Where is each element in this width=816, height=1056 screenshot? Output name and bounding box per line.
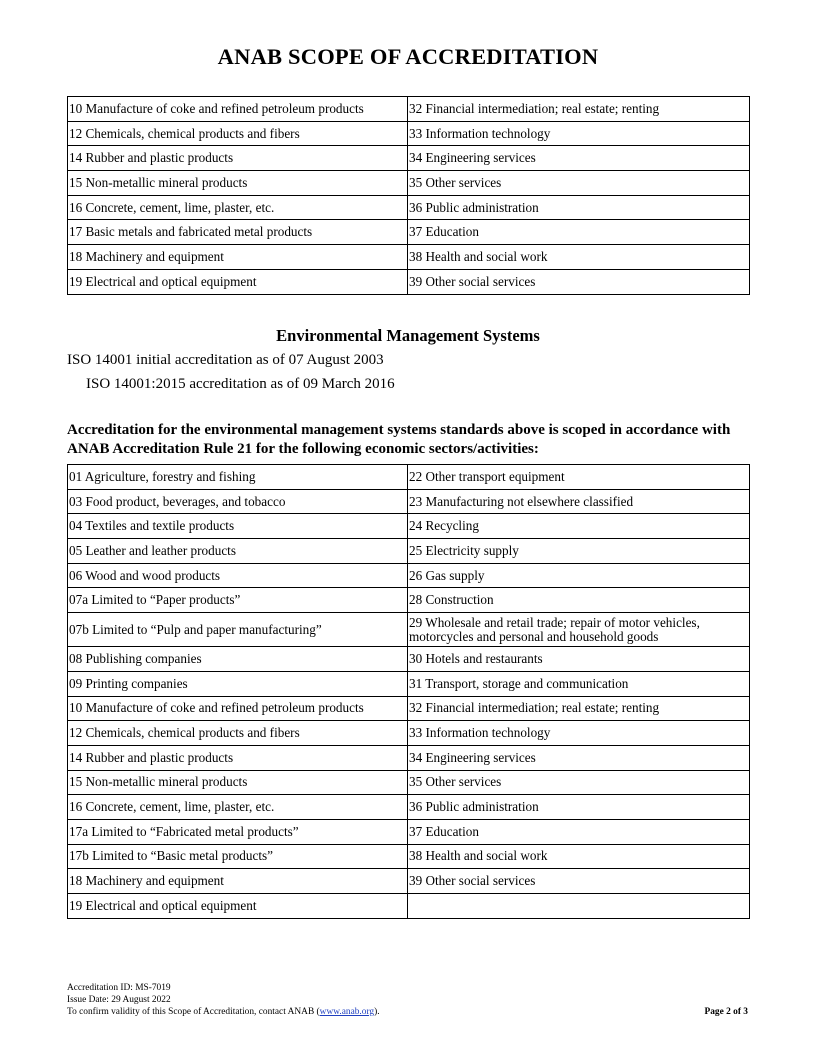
- table-cell: 29 Wholesale and retail trade; repair of motor vehicles, motorcycles and personal and household goods: [408, 613, 750, 647]
- table-row: [68, 220, 750, 245]
- table-cell: 12 Chemicals, chemical products and fibers: [68, 121, 408, 146]
- table-row: [68, 894, 750, 919]
- table-cell: 12 Chemicals, chemical products and fibers: [68, 721, 408, 746]
- table-row: [68, 195, 750, 220]
- table-cell: 10 Manufacture of coke and refined petroleum products: [68, 696, 408, 721]
- table-cell: 04 Textiles and textile products: [68, 514, 408, 539]
- table-cell: 16 Concrete, cement, lime, plaster, etc.: [68, 195, 408, 220]
- table-cell: 18 Machinery and equipment: [68, 245, 408, 270]
- table-cell: 14 Rubber and plastic products: [68, 745, 408, 770]
- table-cell: 03 Food product, beverages, and tobacco: [68, 489, 408, 514]
- qms-sectors-table: [67, 96, 750, 295]
- table-cell: 26 Gas supply: [408, 563, 750, 588]
- scope-note: Accreditation for the environmental management systems standards above is scoped in accordance with ANAB Accreditation Rule 21 for the following economic sectors/activities:: [67, 422, 731, 457]
- table-row: [68, 745, 750, 770]
- table-cell: 19 Electrical and optical equipment: [68, 269, 408, 294]
- footer-confirm-suffix: ).: [374, 1007, 380, 1017]
- table-cell: 14 Rubber and plastic products: [68, 146, 408, 171]
- table-row: [68, 121, 750, 146]
- table-row: [68, 696, 750, 721]
- table-row: [68, 671, 750, 696]
- table-cell: 38 Health and social work: [408, 245, 750, 270]
- table-row: [68, 588, 750, 613]
- table-row: [68, 97, 750, 122]
- table-cell: 05 Leather and leather products: [68, 539, 408, 564]
- table-cell: 07a Limited to “Paper products”: [68, 588, 408, 613]
- table-row: [68, 613, 750, 647]
- table-cell: 17 Basic metals and fabricated metal products: [68, 220, 408, 245]
- footer-accreditation-id: Accreditation ID: MS-7019: [67, 983, 171, 993]
- anab-website-link[interactable]: www.anab.org: [319, 1007, 375, 1017]
- table-cell: 06 Wood and wood products: [68, 563, 408, 588]
- table-row: [68, 245, 750, 270]
- table-cell: 19 Electrical and optical equipment: [68, 894, 408, 919]
- document-title: ANAB SCOPE OF ACCREDITATION: [217, 44, 599, 69]
- table-cell: 23 Manufacturing not elsewhere classified: [408, 489, 750, 514]
- table-cell: 37 Education: [408, 220, 750, 245]
- table-cell: 07b Limited to “Pulp and paper manufacturing”: [68, 613, 408, 647]
- ems-section-heading: Environmental Management Systems: [276, 326, 540, 345]
- table-cell: 31 Transport, storage and communication: [408, 671, 750, 696]
- table-cell: 01 Agriculture, forestry and fishing: [68, 465, 408, 490]
- footer-issue-date: Issue Date: 29 August 2022: [67, 995, 171, 1005]
- table-cell: 10 Manufacture of coke and refined petroleum products: [68, 97, 408, 122]
- ems-sectors-table: [67, 464, 750, 919]
- table-cell: 36 Public administration: [408, 195, 750, 220]
- table-cell: 33 Information technology: [408, 121, 750, 146]
- footer-confirm-prefix: To confirm validity of this Scope of Accreditation, contact ANAB (: [67, 1007, 320, 1017]
- table-row: [68, 563, 750, 588]
- table-row: [68, 770, 750, 795]
- table-cell: 37 Education: [408, 819, 750, 844]
- table-cell: 33 Information technology: [408, 721, 750, 746]
- table-cell: [408, 894, 750, 919]
- table-row: [68, 721, 750, 746]
- footer-confirm-line: [67, 1007, 380, 1017]
- page-number: Page 2 of 3: [704, 1007, 748, 1017]
- table-cell: 16 Concrete, cement, lime, plaster, etc.: [68, 795, 408, 820]
- iso-2015-accreditation-line: ISO 14001:2015 accreditation as of 09 March 2016: [86, 376, 395, 392]
- table-cell: 32 Financial intermediation; real estate; renting: [408, 97, 750, 122]
- initial-accreditation-line: ISO 14001 initial accreditation as of 07 August 2003: [67, 352, 384, 368]
- table-row: [68, 146, 750, 171]
- table-cell: 32 Financial intermediation; real estate; renting: [408, 696, 750, 721]
- table-cell: 18 Machinery and equipment: [68, 869, 408, 894]
- table-row: [68, 819, 750, 844]
- table-row: [68, 795, 750, 820]
- table-cell: 39 Other social services: [408, 269, 750, 294]
- table-cell: 24 Recycling: [408, 514, 750, 539]
- table-cell: 15 Non-metallic mineral products: [68, 770, 408, 795]
- table-row: [68, 465, 750, 490]
- table-cell: 15 Non-metallic mineral products: [68, 171, 408, 196]
- table-cell: 38 Health and social work: [408, 844, 750, 869]
- table-row: [68, 514, 750, 539]
- table-row: [68, 171, 750, 196]
- table-cell: 25 Electricity supply: [408, 539, 750, 564]
- table-cell: 08 Publishing companies: [68, 647, 408, 672]
- table-cell: 22 Other transport equipment: [408, 465, 750, 490]
- table-cell: 17a Limited to “Fabricated metal products”: [68, 819, 408, 844]
- table-cell: 09 Printing companies: [68, 671, 408, 696]
- table-cell: 34 Engineering services: [408, 146, 750, 171]
- table-cell: 34 Engineering services: [408, 745, 750, 770]
- table-cell: 35 Other services: [408, 770, 750, 795]
- table-row: [68, 869, 750, 894]
- table-row: [68, 269, 750, 294]
- table-cell: 39 Other social services: [408, 869, 750, 894]
- table-cell: 28 Construction: [408, 588, 750, 613]
- table-row: [68, 489, 750, 514]
- table-cell: 17b Limited to “Basic metal products”: [68, 844, 408, 869]
- table-row: [68, 539, 750, 564]
- table-row: [68, 844, 750, 869]
- table-row: [68, 647, 750, 672]
- table-cell: 35 Other services: [408, 171, 750, 196]
- table-cell: 30 Hotels and restaurants: [408, 647, 750, 672]
- table-cell: 36 Public administration: [408, 795, 750, 820]
